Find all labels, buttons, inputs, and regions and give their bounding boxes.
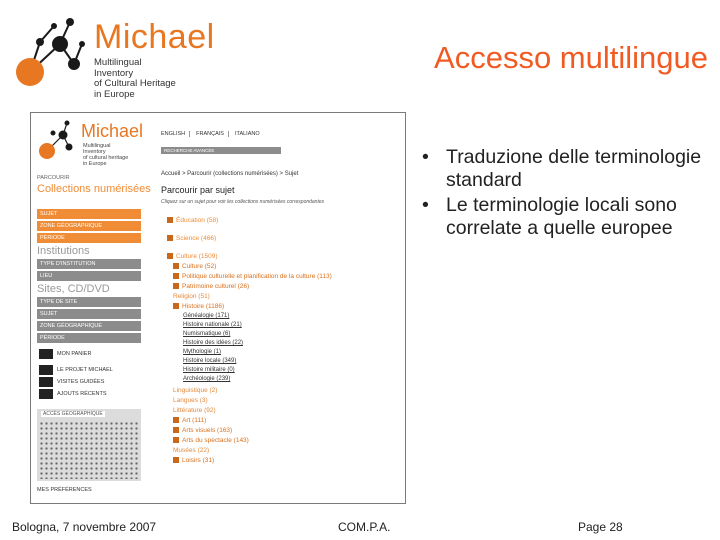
tree-node-religion[interactable]: Religion (51): [173, 293, 210, 300]
institution-place-link[interactable]: LIEU: [37, 271, 141, 281]
tree-node-cultural-policy[interactable]: Politique culturelle et planification de la culture (113): [173, 273, 332, 280]
tree-node-art[interactable]: Art (111): [173, 417, 206, 424]
site-subject-link[interactable]: SUJET: [37, 309, 141, 319]
tree-node-literature[interactable]: Littérature (92): [173, 407, 216, 414]
screenshot-sidebar: [31, 113, 157, 503]
collections-subject-link[interactable]: SUJET: [37, 209, 141, 219]
geo-access-tab[interactable]: ACCÈS GÉOGRAPHIQUE: [43, 411, 103, 417]
page-heading: Parcourir par sujet: [161, 185, 235, 195]
bullet-item: • Traduzione delle terminologie standard: [420, 146, 710, 192]
screenshot-logo-subtitle: Multilingual Inventory of cultural heritage in Europe: [83, 143, 129, 167]
my-basket-link[interactable]: MON PANIER: [57, 351, 92, 357]
collapse-icon: [173, 303, 179, 309]
guided-tours-icon: [39, 377, 53, 387]
tree-leaf-mythology[interactable]: Mythologie (1): [183, 349, 222, 355]
tree-node-education[interactable]: Éducation (58): [167, 217, 218, 224]
site-geo-link[interactable]: ZONE GÉOGRAPHIQUE: [37, 321, 141, 331]
institutions-heading: Institutions: [37, 245, 90, 257]
preferences-link[interactable]: MES PRÉFÉRENCES: [37, 487, 92, 493]
website-screenshot: [30, 112, 406, 504]
footer-org: COM.P.A.: [338, 520, 391, 534]
intro-text: Cliquez sur un sujet pour voir les collections numérisées correspondantes: [161, 199, 325, 205]
logo-wordmark: Michael: [94, 18, 215, 56]
expand-icon: [173, 263, 179, 269]
bullet-list: [420, 146, 710, 242]
project-icon: [39, 365, 53, 375]
sidebar-parcours-label: PARCOURIR: [37, 175, 70, 181]
tree-leaf-archaeology[interactable]: Archéologie (239): [183, 376, 231, 382]
michael-molecule-icon: [37, 119, 77, 165]
basket-icon: [39, 349, 53, 359]
tree-node-history[interactable]: Histoire (1186): [173, 303, 224, 310]
recent-additions-link[interactable]: AJOUTS RÉCENTS: [57, 391, 107, 397]
tree-node-languages[interactable]: Langues (3): [173, 397, 208, 404]
michael-molecule-icon: [8, 14, 92, 96]
lang-english[interactable]: ENGLISH: [161, 131, 190, 137]
tree-leaf-local-history[interactable]: Histoire locale (349): [183, 358, 237, 364]
breadcrumb: Accueil > Parcourir (collections numérisées) > Sujet: [161, 171, 299, 177]
tree-node-science[interactable]: Science (466): [167, 235, 216, 242]
tree-leaf-national-history[interactable]: Histoire nationale (21): [183, 322, 242, 328]
tree-node-culture[interactable]: Culture (1509): [167, 253, 218, 260]
advanced-search-bar[interactable]: RECHERCHE AVANCÉE: [161, 147, 281, 154]
collections-period-link[interactable]: PÉRIODE: [37, 233, 141, 243]
site-period-link[interactable]: PÉRIODE: [37, 333, 141, 343]
logo-subtitle: Multilingual Inventory of Cultural Heritage in Europe: [94, 57, 176, 100]
expand-icon: [173, 457, 179, 463]
footer-date: Bologna, 7 novembre 2007: [12, 520, 157, 534]
tree-node-linguistics[interactable]: Linguistique (2): [173, 387, 218, 394]
project-link[interactable]: LE PROJET MICHAEL: [57, 367, 113, 373]
europe-map-dots: [39, 421, 139, 479]
expand-icon: [173, 437, 179, 443]
bullet-item: • Le terminologie locali sono correlate a quelle europee: [420, 194, 710, 240]
expand-icon: [167, 235, 173, 241]
collections-geo-link[interactable]: ZONE GÉOGRAPHIQUE: [37, 221, 141, 231]
screenshot-logo-wordmark: Michael: [81, 121, 144, 141]
institution-type-link[interactable]: TYPE D'INSTITUTION: [37, 259, 141, 269]
slide-title: Accesso multilingue: [434, 40, 708, 75]
screenshot-logo: [37, 119, 157, 167]
expand-icon: [167, 217, 173, 223]
expand-icon: [173, 283, 179, 289]
lang-french[interactable]: FRANÇAIS: [196, 131, 229, 137]
tree-leaf-numismatics[interactable]: Numismatique (6): [183, 331, 231, 337]
lang-italian[interactable]: ITALIANO: [234, 131, 260, 137]
tree-node-leisure[interactable]: Loisirs (31): [173, 457, 214, 464]
guided-tours-link[interactable]: VISITES GUIDÉES: [57, 379, 105, 385]
footer-page-number: Page 28: [578, 520, 623, 534]
expand-icon: [173, 427, 179, 433]
expand-icon: [173, 273, 179, 279]
tree-node-museums[interactable]: Musées (22): [173, 447, 210, 454]
collapse-icon: [167, 253, 173, 259]
tree-leaf-genealogy[interactable]: Généalogie (171): [183, 313, 230, 319]
site-type-link[interactable]: TYPE DE SITE: [37, 297, 141, 307]
tree-leaf-history-of-ideas[interactable]: Histoire des idées (22): [183, 340, 244, 346]
tree-node-visual-arts[interactable]: Arts visuels (163): [173, 427, 232, 434]
tree-node-heritage[interactable]: Patrimoine culturel (26): [173, 283, 249, 290]
recent-additions-icon: [39, 389, 53, 399]
collections-heading: Collections numérisées: [37, 183, 151, 195]
expand-icon: [173, 417, 179, 423]
tree-node-performing-arts[interactable]: Arts du spectacle (143): [173, 437, 249, 444]
michael-logo: [8, 14, 218, 104]
language-switcher: [161, 131, 264, 137]
tree-leaf-military-history[interactable]: Histoire militaire (0): [183, 367, 235, 373]
sites-heading: Sites, CD/DVD: [37, 283, 110, 295]
screenshot-main: [157, 113, 405, 503]
tree-node-culture-sub[interactable]: Culture (52): [173, 263, 216, 270]
